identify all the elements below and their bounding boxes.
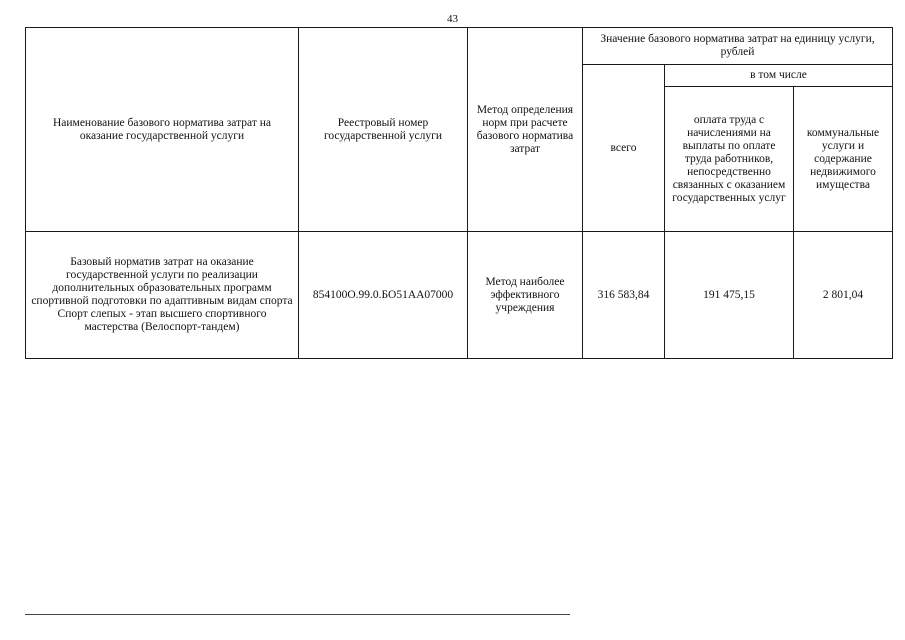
row-labor: 191 475,15 bbox=[665, 232, 794, 359]
header-method: Метод определения норм при расчете базового норматива затрат bbox=[468, 28, 583, 232]
header-value-group: Значение базового норматива затрат на единицу услуги, рублей bbox=[583, 28, 893, 65]
header-including: в том числе bbox=[665, 65, 893, 87]
header-name: Наименование базового норматива затрат на оказание государственной услуги bbox=[26, 28, 299, 232]
bottom-divider bbox=[25, 614, 570, 615]
cost-norms-table bbox=[25, 27, 893, 359]
table-row bbox=[26, 232, 893, 359]
header-utilities: коммунальные услуги и содержание недвижимого имущества bbox=[794, 87, 893, 232]
header-labor: оплата труда с начислениями на выплаты по оплате труда работников, непосредственно связанных с оказанием государственных услуг bbox=[665, 87, 794, 232]
row-name: Базовый норматив затрат на оказание государственной услуги по реализации дополнительных образовательных программ спортивной подготовки по адаптивным видам спорта Спорт слепых - этап высшего спортивного мастерства (Велоспорт-тандем) bbox=[26, 232, 299, 359]
header-total: всего bbox=[583, 65, 665, 232]
row-utilities: 2 801,04 bbox=[794, 232, 893, 359]
header-registry-number: Реестровый номер государственной услуги bbox=[299, 28, 468, 232]
page-number: 43 bbox=[447, 13, 458, 25]
row-registry-number: 854100О.99.0.БО51АА07000 bbox=[299, 232, 468, 359]
header-row-1 bbox=[26, 28, 893, 65]
row-method: Метод наиболее эффективного учреждения bbox=[468, 232, 583, 359]
row-total: 316 583,84 bbox=[583, 232, 665, 359]
